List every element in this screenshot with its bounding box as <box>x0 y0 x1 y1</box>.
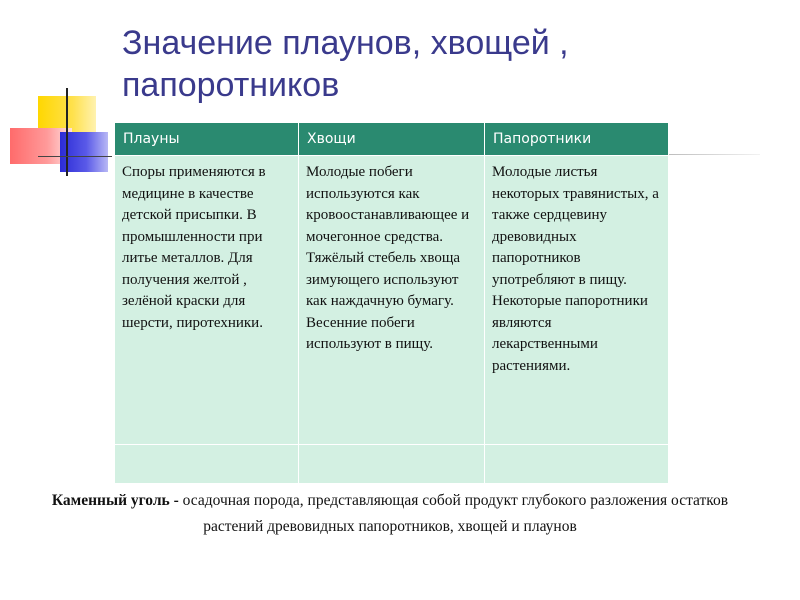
cell-plauny: Споры применяются в медицине в качестве детской присыпки. В промышленности при литье металлов. Для получения желтой , зелёной краски для шерсти, пиротехники. <box>115 156 299 445</box>
empty-cell <box>299 445 485 484</box>
footnote-text: осадочная порода, представляющая собой продукт глубокого разложения остатков растений древовидных папоротников, хвощей и плаунов <box>178 492 729 535</box>
header-plauny: Плауны <box>115 123 299 156</box>
decor-vertical-line <box>66 88 68 176</box>
footnote <box>40 488 740 540</box>
empty-cell <box>115 445 299 484</box>
footnote-term: Каменный уголь - <box>51 492 179 509</box>
empty-cell <box>485 445 669 484</box>
decor-horizontal-line <box>38 156 112 157</box>
table-row-empty <box>115 445 669 484</box>
decor-horizontal-line-right <box>665 154 760 155</box>
table-header-row <box>115 123 669 156</box>
cell-paporotniki: Молодые листья некоторых травянистых, а также сердцевину древовидных папоротников употребляют в пищу. Некоторые папоротники являются лекарственными растениями. <box>485 156 669 445</box>
header-paporotniki: Папоротники <box>485 123 669 156</box>
table-row <box>115 156 669 445</box>
comparison-table <box>114 122 669 484</box>
slide-title: Значение плаунов, хвощей , папоротников <box>122 24 569 104</box>
header-hvoshchi: Хвощи <box>299 123 485 156</box>
cell-hvoshchi: Молодые побеги используются как кровоостанавливающее и мочегонное средства. Тяжёлый стебель хвоща зимующего используют как наждачную бумагу. Весенние побеги используют в пищу. <box>299 156 485 445</box>
